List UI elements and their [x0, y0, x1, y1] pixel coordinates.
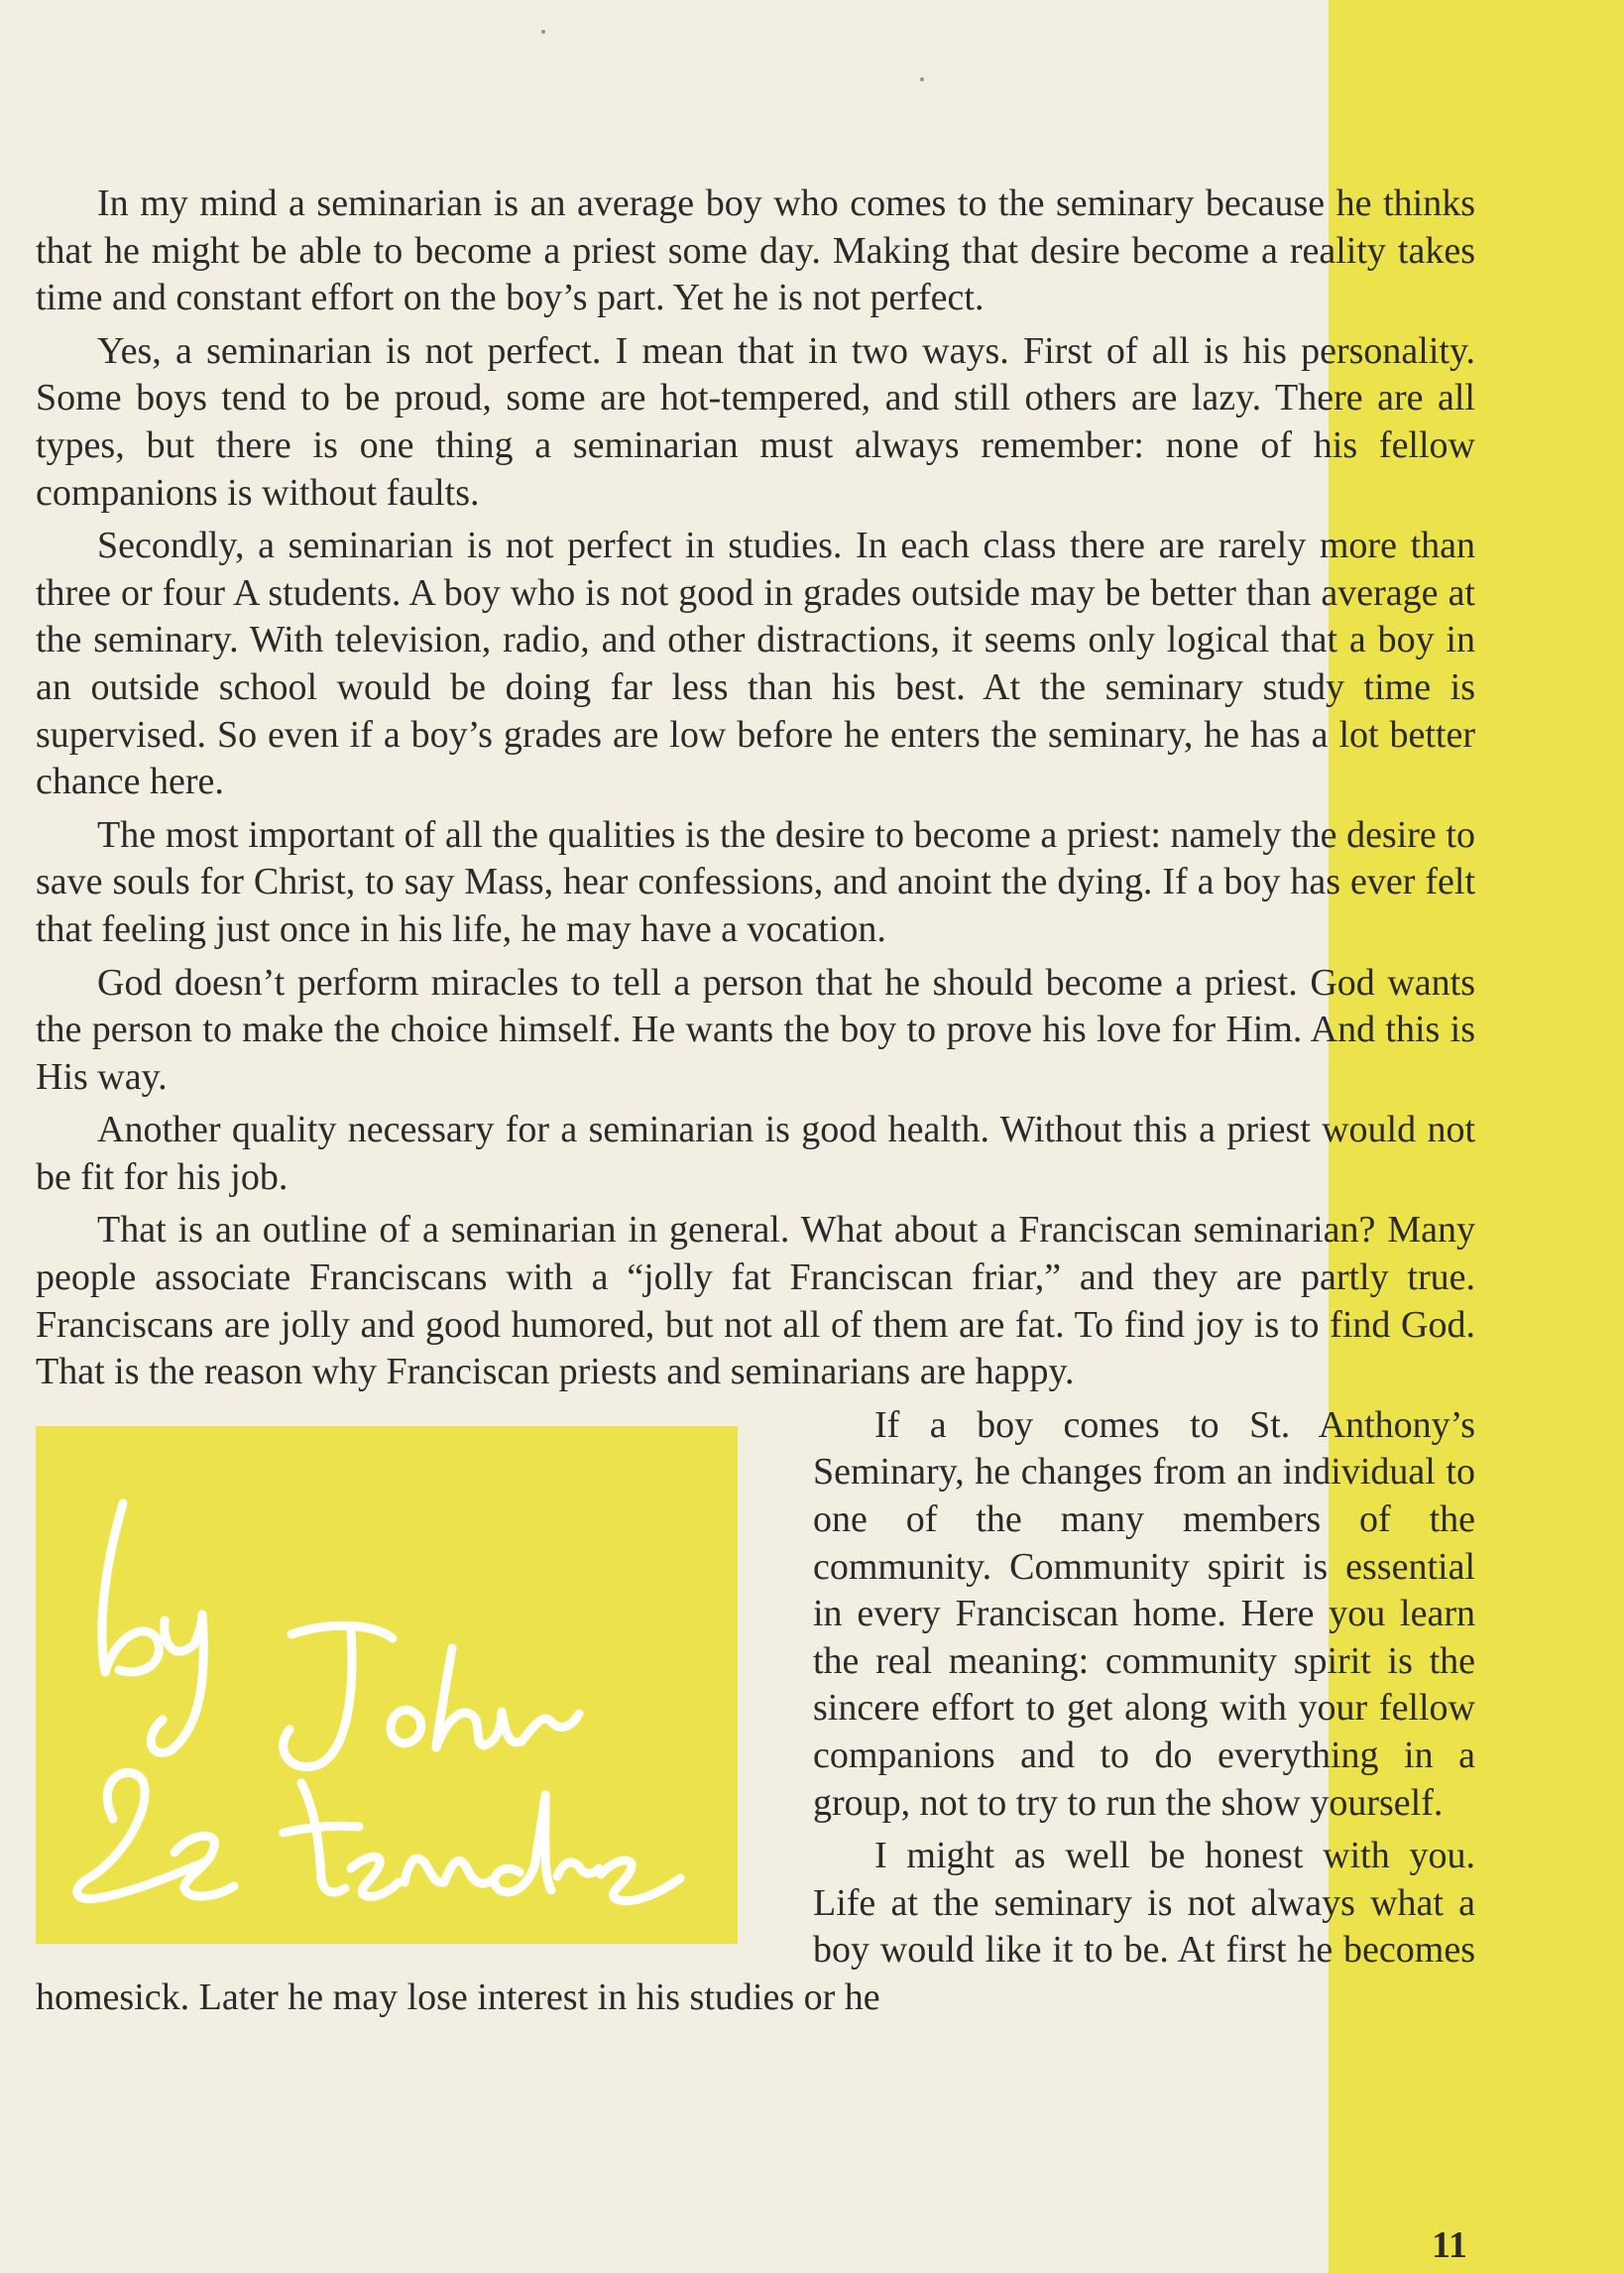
- byline-block: [36, 1408, 773, 1956]
- byline-signature: [36, 1426, 738, 1944]
- paper-speck: [920, 77, 924, 81]
- article-body: [36, 180, 1475, 2028]
- paragraph: If a boy comes to St. Anthony’s Seminary, he changes from an individual to one of the many members of the community. Community spirit is essential in every Franciscan home. Here you learn the real meaning: community spirit is the sincere effort to get along with your fellow companions and to do everything in a group, not to try to run the show yourself.: [813, 1403, 1475, 1824]
- paragraph: Secondly, a seminarian is not perfect in studies. In each class there are rarely more than three or four A students. A boy who is not good in grades outside may be better than average at the seminary. With television, radio, and other distractions, it seems only logical that a boy in an outside school would be doing far less than his best. At the seminary study time is supervised. So even if a boy’s grades are low before he enters the seminary, he has a lot better chance here.: [36, 525, 1475, 803]
- page-number: 11: [1432, 2224, 1467, 2266]
- paragraph: In my mind a seminarian is an average boy who comes to the seminary because he thinks that he might be able to become a priest some day. Making that desire become a reality takes time and constant effort on the boy’s part. Yet he is not perfect.: [36, 182, 1475, 319]
- byline-signature-box: [36, 1426, 738, 1944]
- paper-speck: [541, 30, 545, 34]
- paragraph: I might as well be honest with you. Life at the seminary is not always what a boy would like it to be. At first he becomes homesick. Later he may lose interest in his studies or he: [36, 1835, 1475, 2018]
- paragraph: Yes, a seminarian is not perfect. I mean that in two ways. First of all is his personality. Some boys tend to be proud, some are hot-tempered, and still others are lazy. There are all types, but there is one thing a seminarian must always remember: none of his fellow companions is without faults.: [36, 329, 1475, 514]
- paragraph: The most important of all the qualities is the desire to become a priest: namely the desire to save souls for Christ, to say Mass, hear confessions, and anoint the dying. If a boy has ever felt that feeling just once in his life, he may have a vocation.: [36, 813, 1475, 950]
- paragraph: God doesn’t perform miracles to tell a person that he should become a priest. God wants the person to make the choice himself. He wants the boy to prove his love for Him. And this is His way.: [36, 961, 1475, 1098]
- paragraph: That is an outline of a seminarian in general. What about a Franciscan seminarian? Many people associate Franciscans with a “jolly fat Franciscan friar,” and they are partly true. Franciscans are jolly and good humored, but not all of them are fat. To find joy is to find God. That is the reason why Franciscan priests and seminarians are happy.: [36, 1209, 1475, 1393]
- paragraph: Another quality necessary for a seminarian is good health. Without this a priest would not be fit for his job.: [36, 1109, 1475, 1198]
